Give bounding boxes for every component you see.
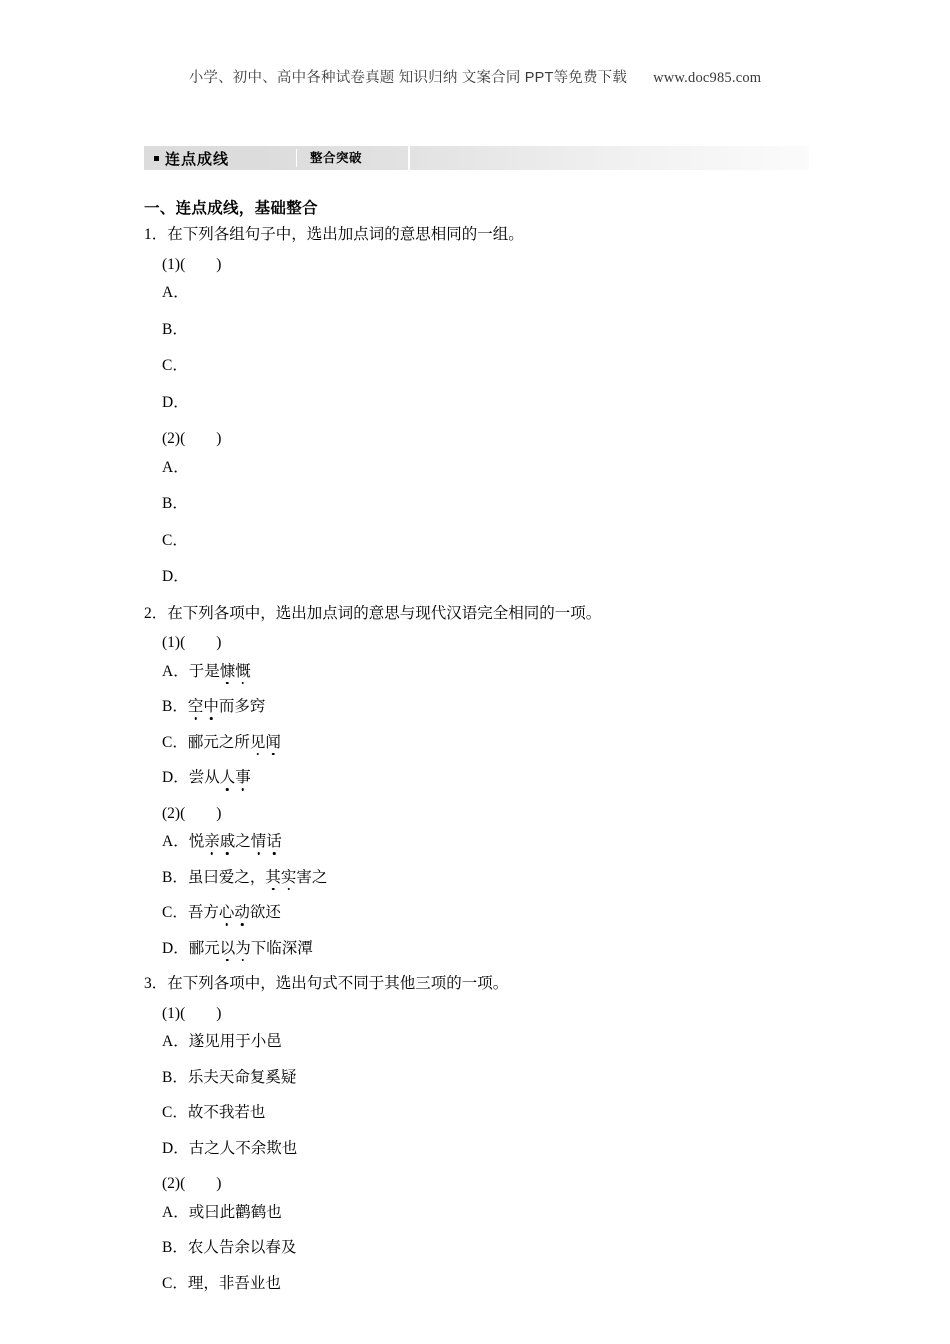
section-band bbox=[144, 146, 809, 170]
question-group-label: (2)( ) bbox=[162, 430, 222, 447]
option-item: B．农人告余以春及 bbox=[162, 1239, 297, 1256]
option-item: A．或曰此鹳鹤也 bbox=[162, 1203, 282, 1221]
option-item: C．故不我若也 bbox=[162, 1104, 266, 1121]
option-item: D． bbox=[162, 568, 189, 585]
section-band-title-block bbox=[144, 146, 239, 170]
option-item: C． bbox=[162, 531, 188, 549]
question-stem: 1．在下列各组句子中，选出加点词的意思相同的一组。 bbox=[144, 226, 524, 243]
option-item: D． bbox=[162, 393, 189, 411]
option-item: A． bbox=[162, 284, 189, 301]
option-item: B．空中而多窍 bbox=[162, 698, 266, 715]
option-item: D．郦元以为下临深潭 bbox=[162, 939, 313, 957]
option-item: C．吾方心动欲还 bbox=[162, 904, 281, 921]
option-item: D．古之人不余欺也 bbox=[162, 1139, 298, 1157]
question-stem: 3．在下列各项中，选出句式不同于其他三项的一项。 bbox=[144, 975, 509, 992]
watermark-banner bbox=[0, 66, 950, 87]
section-heading: 一、连点成线，基础整合 bbox=[144, 200, 318, 217]
option-item: B．乐夫天命复奚疑 bbox=[162, 1068, 297, 1086]
watermark-url: www.doc985.com bbox=[653, 70, 762, 86]
option-item: C．郦元之所见闻 bbox=[162, 733, 281, 751]
section-band-subtitle: 整合突破 bbox=[310, 151, 363, 165]
band-divider bbox=[296, 149, 297, 167]
option-item: A． bbox=[162, 458, 189, 476]
option-item: A．悦亲戚之情话 bbox=[162, 833, 282, 850]
square-bullet-icon bbox=[154, 156, 159, 161]
question-group-label: (2)( ) bbox=[162, 804, 222, 822]
exercise-content bbox=[144, 196, 844, 1311]
option-item: C． bbox=[162, 357, 188, 374]
question-group-label: (1)( ) bbox=[162, 255, 222, 273]
option-item: D．尝从人事 bbox=[162, 769, 251, 786]
option-item: C．理，非吾业也 bbox=[162, 1274, 281, 1292]
option-item: B． bbox=[162, 495, 188, 512]
question-stem: 2．在下列各项中，选出加点词的意思与现代汉语完全相同的一项。 bbox=[144, 604, 602, 622]
watermark-text: 小学、初中、高中各种试卷真题 知识归纳 文案合同 PPT等免费下载 bbox=[188, 70, 628, 86]
option-item: B． bbox=[162, 320, 188, 338]
question-group-label: (1)( ) bbox=[162, 1004, 222, 1022]
option-item: B．虽曰爱之，其实害之 bbox=[162, 868, 328, 886]
option-item: A．遂见用于小邑 bbox=[162, 1033, 282, 1050]
option-item: A．于是慷慨 bbox=[162, 662, 251, 680]
question-group-label: (2)( ) bbox=[162, 1175, 222, 1192]
band-cap bbox=[408, 146, 410, 170]
question-group-label: (1)( ) bbox=[162, 634, 222, 651]
section-band-title: 连点成线 bbox=[165, 150, 230, 168]
